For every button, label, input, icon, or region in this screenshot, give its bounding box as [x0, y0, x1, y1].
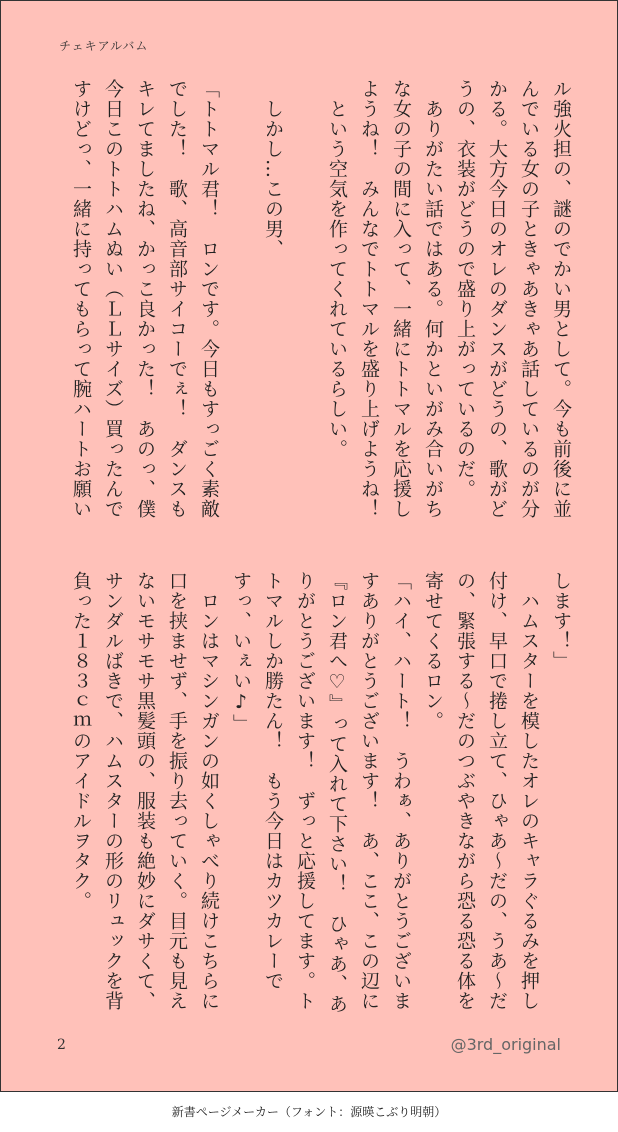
page-number: 2	[57, 1037, 66, 1053]
text-column-bottom: します！」 ハムスターを模したオレのキャラぐるみを押し 付け、早口で捲し立て、ひゃあ〜だの、うあ〜だ の、緊張する〜だのつぶやきながら恐る恐る体を 寄せてくるロン。 「ハイ、ハート！ うわぁ、ありがとうございま すありがとうございます！ あ、ここ、この辺に 『ロン君へ♡』って入れて下さい！ ひゃあ、あ りがとうございます！ ずっと応援してます。ト トマルしか勝たん！ もう今日はカツカレーで すっ、いぇい♪」 ロンはマシンガンの如くしゃべり続けこちらに 口を挟ませず、手を振り去っていく。目元も見え ないモサモサ黒髪頭の、服装も絶妙にダサくて、 サンダルばきで、ハムスターの形のリュックを背 負った１８３ｃｍのアイドルヲタク。	[70, 571, 572, 1014]
author-handle: @3rd_original	[450, 1035, 561, 1054]
generator-credit: 新書ページメーカー（フォント：源暎こぶり明朝）	[171, 1105, 447, 1119]
text-column-top: ル強火担の、謎のでかい男として。今も前後に並 んでいる女の子ときゃあきゃあ話しているのが分 かる。大方今日のオレのダンスがどうの、歌がど うの、衣装がどうので盛り上がっているのだ。 ありがたい話ではある。何かといがみ合いがち な女の子の間に入って、一緒にトトマルを応援し ようね！ みんなでトトマルを盛り上げようね！ という空気を作ってくれているらしい。 しかし…この男、 「トトマル君！ ロンです。今日もすっごく素敵 でした！ 歌、高音部サイコーでぇ！ ダンスも キレてましたね、かっこ良かった！ あのっ、僕 今日このトトハムぬい（ＬＬサイズ）買ったんで すけどっ、一緒に持ってもらって腕ハートお願い	[70, 79, 572, 519]
page-header-title: チェキアルバム	[59, 39, 149, 53]
